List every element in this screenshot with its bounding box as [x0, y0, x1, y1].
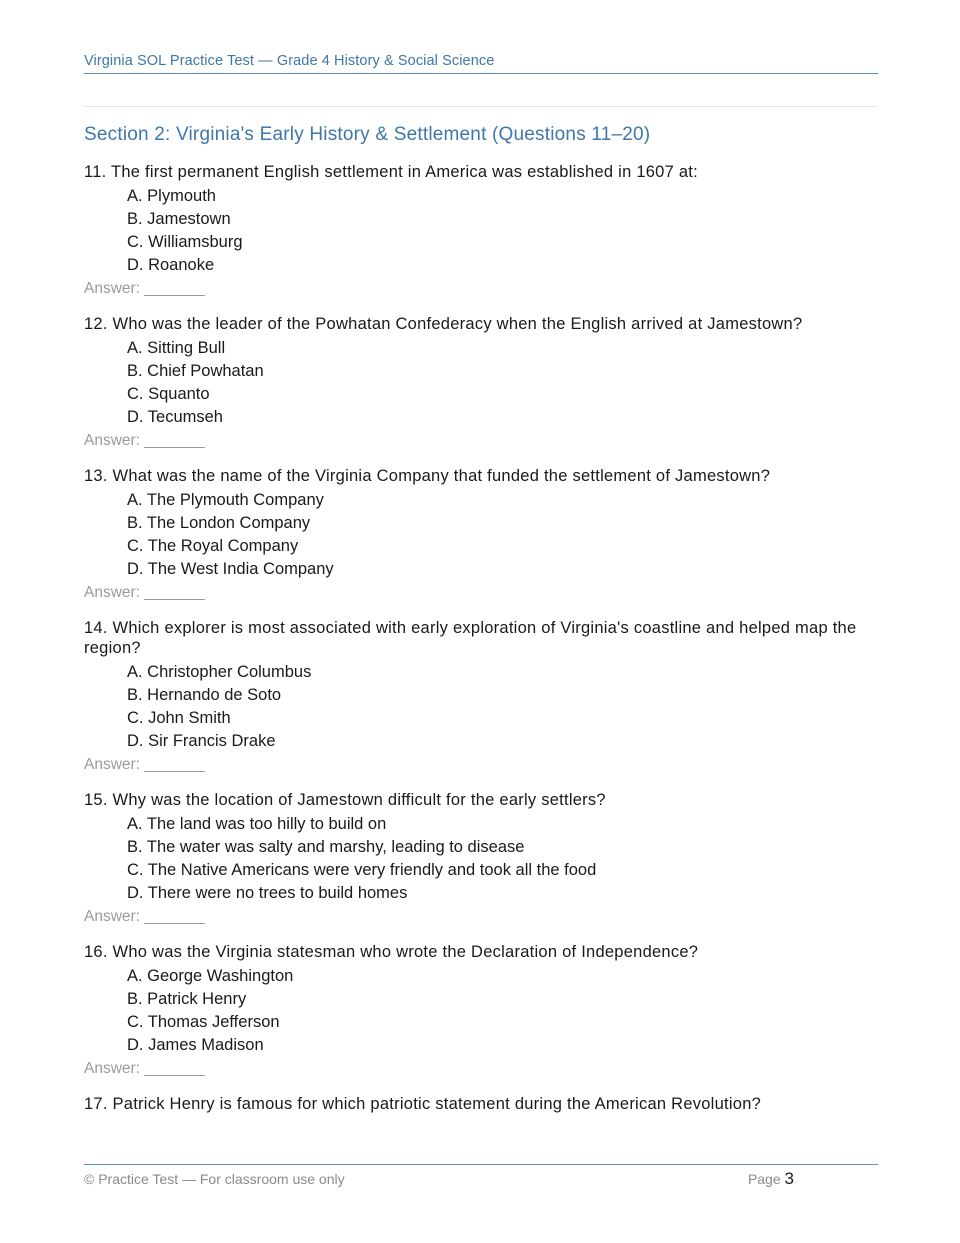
answer-options: [84, 185, 874, 277]
answer-option: C. Squanto: [127, 385, 210, 403]
answer-blank[interactable]: Answer: _______: [84, 432, 205, 449]
page-number: 3: [784, 1169, 794, 1188]
answer-options: [84, 489, 874, 581]
question-item: [84, 162, 874, 300]
answer-option: C. The Royal Company: [127, 537, 299, 555]
page-footer: [84, 1164, 878, 1192]
question-item: [84, 466, 874, 604]
answer-option: D. Tecumseh: [127, 408, 223, 426]
answer-option: B. Hernando de Soto: [127, 686, 282, 704]
answer-option: A. Christopher Columbus: [127, 663, 312, 681]
page-header: [84, 53, 878, 74]
answer-option: B. Patrick Henry: [127, 990, 247, 1008]
question-stem: 16. Who was the Virginia statesman who wrote the Declaration of Independence?: [84, 943, 699, 961]
answer-option: A. George Washington: [127, 967, 294, 985]
answer-blank[interactable]: Answer: _______: [84, 908, 205, 925]
answer-options: [84, 965, 874, 1057]
page-number-block: [748, 1169, 794, 1189]
header-divider: [84, 106, 878, 107]
answer-option: A. The land was too hilly to build on: [127, 815, 387, 833]
question-stem: 13. What was the name of the Virginia Company that funded the settlement of Jamestown?: [84, 467, 771, 485]
question-stem: 12. Who was the leader of the Powhatan Confederacy when the English arrived at Jamestown?: [84, 315, 803, 333]
answer-option: C. Williamsburg: [127, 233, 243, 251]
question-stem: 15. Why was the location of Jamestown difficult for the early settlers?: [84, 791, 606, 809]
footer-copyright: © Practice Test — For classroom use only: [84, 1171, 345, 1187]
answer-option: C. The Native Americans were very friendly and took all the food: [127, 861, 597, 879]
answer-option: D. The West India Company: [127, 560, 334, 578]
question-stem: 17. Patrick Henry is famous for which patriotic statement during the American Revolution?: [84, 1095, 762, 1113]
answer-options: [84, 337, 874, 429]
answer-blank[interactable]: Answer: _______: [84, 1060, 205, 1077]
answer-option: D. There were no trees to build homes: [127, 884, 408, 902]
question-stem: 14. Which explorer is most associated with early exploration of Virginia's coastline and helped map the region?: [84, 619, 857, 657]
answer-option: B. The London Company: [127, 514, 311, 532]
answer-options: [84, 661, 874, 753]
answer-option: D. James Madison: [127, 1036, 264, 1054]
answer-option: A. The Plymouth Company: [127, 491, 324, 509]
answer-option: C. John Smith: [127, 709, 231, 727]
answer-options: [84, 813, 874, 905]
answer-option: C. Thomas Jefferson: [127, 1013, 280, 1031]
answer-option: B. The water was salty and marshy, leading to disease: [127, 838, 525, 856]
answer-blank[interactable]: Answer: _______: [84, 584, 205, 601]
question-item: [84, 314, 874, 452]
page-label: Page: [747, 1171, 781, 1187]
answer-option: A. Sitting Bull: [127, 339, 226, 357]
answer-option: D. Roanoke: [127, 256, 215, 274]
question-item: [84, 1094, 874, 1114]
question-item: [84, 618, 874, 776]
question-stem: 11. The first permanent English settlement in America was established in 1607 at:: [84, 163, 698, 181]
header-title: Virginia SOL Practice Test — Grade 4 History & Social Science: [84, 53, 495, 69]
answer-blank[interactable]: Answer: _______: [84, 280, 205, 297]
answer-option: A. Plymouth: [127, 187, 216, 205]
question-item: [84, 790, 874, 928]
answer-option: B. Jamestown: [127, 210, 231, 228]
question-item: [84, 942, 874, 1080]
answer-blank[interactable]: Answer: _______: [84, 756, 205, 773]
answer-option: D. Sir Francis Drake: [127, 732, 276, 750]
section-title: Section 2: Virginia's Early History & Settlement (Questions 11–20): [84, 124, 651, 145]
question-list: [84, 162, 874, 1128]
answer-option: B. Chief Powhatan: [127, 362, 264, 380]
